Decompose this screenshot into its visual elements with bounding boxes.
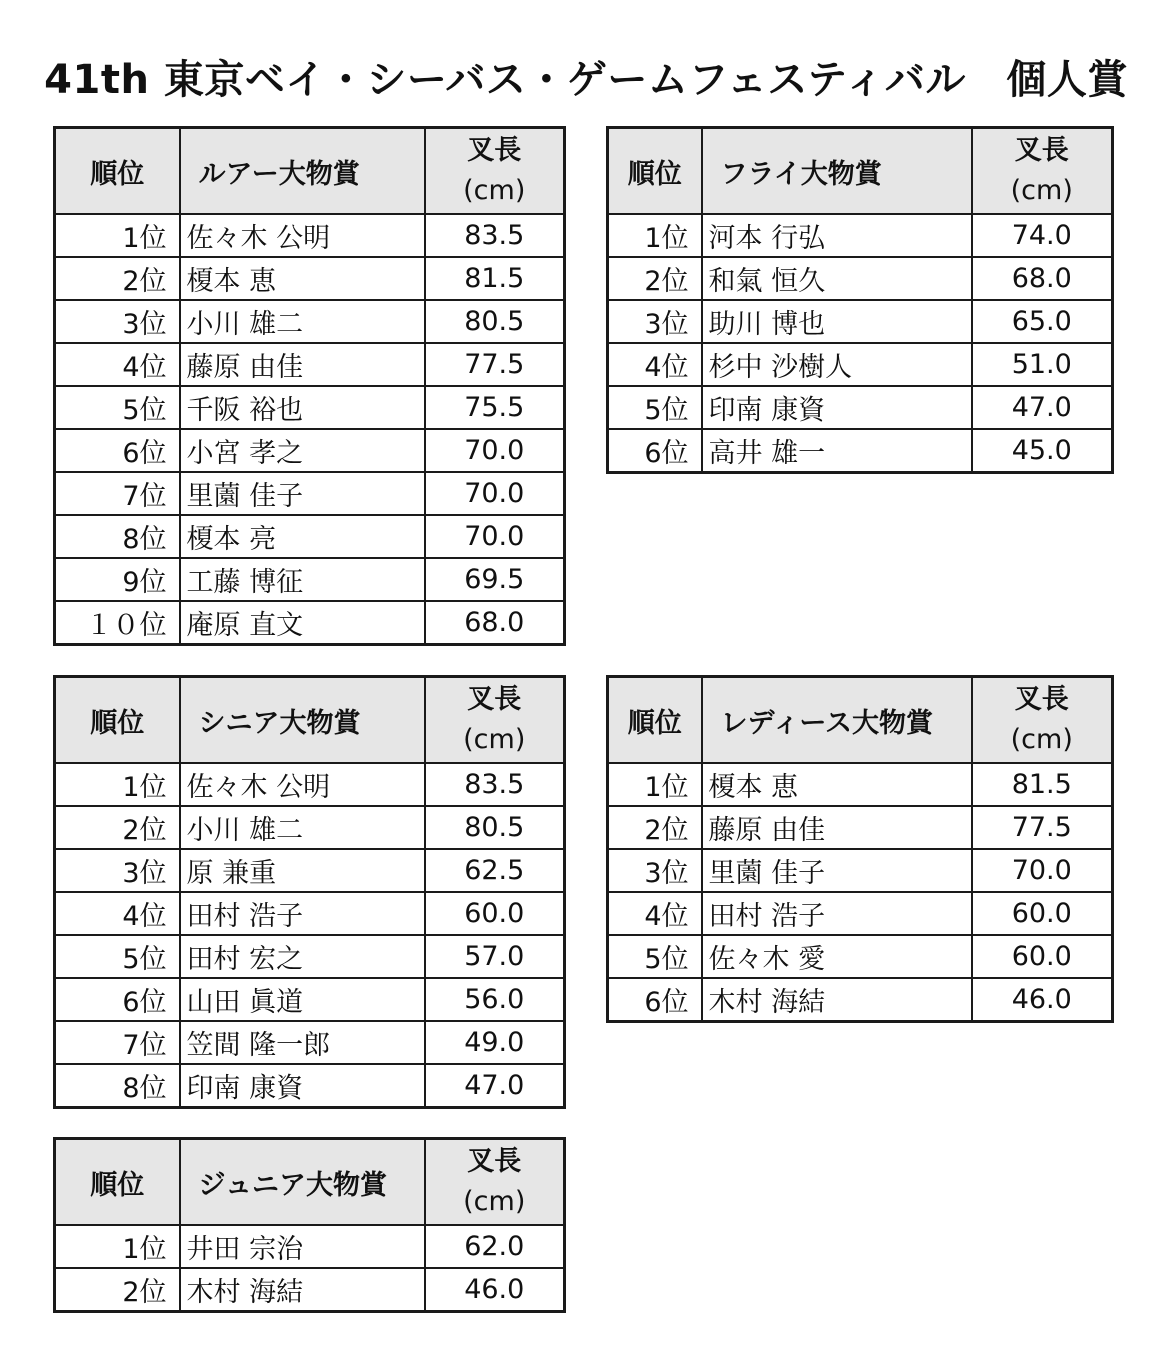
name-cell: 高井 雄一: [702, 429, 972, 473]
table-row: [55, 1064, 565, 1108]
rank-cell: 6位: [55, 429, 180, 472]
rank-cell: 8位: [55, 515, 180, 558]
category-header: ルアー大物賞: [180, 128, 425, 215]
table-header-row: [608, 128, 1113, 215]
length-cell: 70.0: [425, 429, 565, 472]
name-cell: 笠間 隆一郎: [180, 1021, 425, 1064]
name-cell: 佐々木 愛: [702, 935, 972, 978]
rank-cell: 3位: [55, 849, 180, 892]
table-header-row: [55, 128, 565, 215]
length-label: 叉長: [467, 135, 522, 166]
length-cell: 60.0: [972, 935, 1113, 978]
length-cell: 77.5: [972, 806, 1113, 849]
length-label: 叉長: [1014, 684, 1069, 715]
table-row: [55, 1225, 565, 1268]
table-row: [55, 806, 565, 849]
table-row: [55, 558, 565, 601]
name-cell: 榎本 恵: [702, 763, 972, 806]
length-cell: 81.5: [425, 257, 565, 300]
rank-header: 順位: [55, 677, 180, 764]
length-cell: 80.5: [425, 300, 565, 343]
length-cell: 46.0: [972, 978, 1113, 1022]
rank-cell: 2位: [608, 257, 702, 300]
length-cell: 60.0: [972, 892, 1113, 935]
rank-cell: 5位: [55, 386, 180, 429]
name-cell: 藤原 由佳: [180, 343, 425, 386]
length-cell: 69.5: [425, 558, 565, 601]
rank-cell: 3位: [55, 300, 180, 343]
length-unit: (cm): [463, 175, 526, 206]
table-row: [608, 978, 1113, 1022]
length-cell: 80.5: [425, 806, 565, 849]
rank-cell: 7位: [55, 1021, 180, 1064]
table-row: [55, 763, 565, 806]
rank-cell: 4位: [55, 892, 180, 935]
length-cell: 60.0: [425, 892, 565, 935]
table-row: [608, 849, 1113, 892]
table-header-row: [608, 677, 1113, 764]
name-cell: 木村 海結: [180, 1268, 425, 1312]
rank-cell: 6位: [608, 429, 702, 473]
length-unit: (cm): [463, 724, 526, 755]
rank-cell: 3位: [608, 300, 702, 343]
table-row: [608, 214, 1113, 257]
rank-cell: 9位: [55, 558, 180, 601]
rank-cell: 5位: [608, 386, 702, 429]
length-cell: 45.0: [972, 429, 1113, 473]
table-row: [608, 300, 1113, 343]
table-row: [608, 257, 1113, 300]
ladies-award-table: [606, 675, 1114, 1023]
category-header: フライ大物賞: [702, 128, 972, 215]
rank-header: 順位: [55, 128, 180, 215]
name-cell: 佐々木 公明: [180, 763, 425, 806]
table-row: [608, 429, 1113, 473]
length-cell: 70.0: [425, 472, 565, 515]
length-unit: (cm): [1010, 724, 1073, 755]
rank-cell: 4位: [608, 343, 702, 386]
name-cell: 里薗 佳子: [702, 849, 972, 892]
name-cell: 印南 康資: [180, 1064, 425, 1108]
table-row: [55, 343, 565, 386]
table-row: [55, 386, 565, 429]
length-cell: 75.5: [425, 386, 565, 429]
rank-cell: 5位: [55, 935, 180, 978]
length-cell: 46.0: [425, 1268, 565, 1312]
table-row: [55, 515, 565, 558]
table-header-row: [55, 1139, 565, 1226]
rank-header: 順位: [608, 128, 702, 215]
rank-cell: 1位: [608, 763, 702, 806]
junior-award-table: [53, 1137, 566, 1313]
name-cell: 里薗 佳子: [180, 472, 425, 515]
name-cell: 榎本 恵: [180, 257, 425, 300]
table-row: [55, 257, 565, 300]
name-cell: 小宮 孝之: [180, 429, 425, 472]
length-label: 叉長: [467, 684, 522, 715]
name-cell: 小川 雄二: [180, 300, 425, 343]
table-row: [55, 429, 565, 472]
table-row: [55, 472, 565, 515]
rank-cell: 1位: [55, 214, 180, 257]
table-header-row: [55, 677, 565, 764]
length-cell: 68.0: [425, 601, 565, 645]
length-unit: (cm): [1010, 175, 1073, 206]
name-cell: 印南 康資: [702, 386, 972, 429]
name-cell: 佐々木 公明: [180, 214, 425, 257]
rank-cell: 2位: [608, 806, 702, 849]
length-cell: 57.0: [425, 935, 565, 978]
name-cell: 庵原 直文: [180, 601, 425, 645]
name-cell: 山田 眞道: [180, 978, 425, 1021]
name-cell: 小川 雄二: [180, 806, 425, 849]
length-label: 叉長: [467, 1146, 522, 1177]
rank-cell: 4位: [55, 343, 180, 386]
length-cell: 81.5: [972, 763, 1113, 806]
rank-header: 順位: [55, 1139, 180, 1226]
name-cell: 田村 浩子: [702, 892, 972, 935]
table-row: [55, 935, 565, 978]
length-cell: 51.0: [972, 343, 1113, 386]
length-cell: 56.0: [425, 978, 565, 1021]
name-cell: 藤原 由佳: [702, 806, 972, 849]
length-cell: 65.0: [972, 300, 1113, 343]
senior-award-table: [53, 675, 566, 1109]
rank-cell: 6位: [608, 978, 702, 1022]
rank-cell: 3位: [608, 849, 702, 892]
table-row: [55, 849, 565, 892]
name-cell: 榎本 亮: [180, 515, 425, 558]
fly-award-table: [606, 126, 1114, 474]
length-cell: 74.0: [972, 214, 1113, 257]
length-cell: 62.0: [425, 1225, 565, 1268]
length-cell: 83.5: [425, 763, 565, 806]
length-header: [972, 128, 1113, 215]
table-row: [608, 343, 1113, 386]
rank-cell: 1位: [608, 214, 702, 257]
rank-cell: 1位: [55, 763, 180, 806]
length-cell: 68.0: [972, 257, 1113, 300]
name-cell: 助川 博也: [702, 300, 972, 343]
length-cell: 70.0: [972, 849, 1113, 892]
length-header: [972, 677, 1113, 764]
table-row: [55, 1268, 565, 1312]
table-row: [608, 806, 1113, 849]
table-row: [55, 892, 565, 935]
length-header: [425, 677, 565, 764]
table-row: [608, 892, 1113, 935]
category-header: レディース大物賞: [702, 677, 972, 764]
length-unit: (cm): [463, 1186, 526, 1217]
name-cell: 木村 海結: [702, 978, 972, 1022]
lure-award-table: [53, 126, 566, 646]
length-cell: 47.0: [425, 1064, 565, 1108]
length-cell: 62.5: [425, 849, 565, 892]
name-cell: 千阪 裕也: [180, 386, 425, 429]
length-label: 叉長: [1014, 135, 1069, 166]
length-cell: 70.0: [425, 515, 565, 558]
length-cell: 77.5: [425, 343, 565, 386]
length-cell: 83.5: [425, 214, 565, 257]
table-row: [55, 1021, 565, 1064]
length-cell: 47.0: [972, 386, 1113, 429]
name-cell: 原 兼重: [180, 849, 425, 892]
name-cell: 田村 浩子: [180, 892, 425, 935]
name-cell: 田村 宏之: [180, 935, 425, 978]
name-cell: 河本 行弘: [702, 214, 972, 257]
rank-header: 順位: [608, 677, 702, 764]
name-cell: 杉中 沙樹人: [702, 343, 972, 386]
rank-cell: 1位: [55, 1225, 180, 1268]
name-cell: 和氣 恒久: [702, 257, 972, 300]
name-cell: 工藤 博征: [180, 558, 425, 601]
rank-cell: 2位: [55, 806, 180, 849]
length-header: [425, 128, 565, 215]
table-row: [55, 978, 565, 1021]
table-row: [608, 935, 1113, 978]
page-title: 41th 東京ベイ・シーバス・ゲームフェスティバル 個人賞: [44, 57, 1128, 103]
table-row: [55, 214, 565, 257]
rank-cell: 7位: [55, 472, 180, 515]
rank-cell: 2位: [55, 257, 180, 300]
table-row: [608, 386, 1113, 429]
rank-cell: 5位: [608, 935, 702, 978]
category-header: シニア大物賞: [180, 677, 425, 764]
rank-cell: １０位: [55, 601, 180, 645]
table-row: [55, 300, 565, 343]
table-row: [608, 763, 1113, 806]
table-row: [55, 601, 565, 645]
rank-cell: 8位: [55, 1064, 180, 1108]
rank-cell: 6位: [55, 978, 180, 1021]
length-cell: 49.0: [425, 1021, 565, 1064]
length-header: [425, 1139, 565, 1226]
rank-cell: 2位: [55, 1268, 180, 1312]
rank-cell: 4位: [608, 892, 702, 935]
name-cell: 井田 宗治: [180, 1225, 425, 1268]
category-header: ジュニア大物賞: [180, 1139, 425, 1226]
